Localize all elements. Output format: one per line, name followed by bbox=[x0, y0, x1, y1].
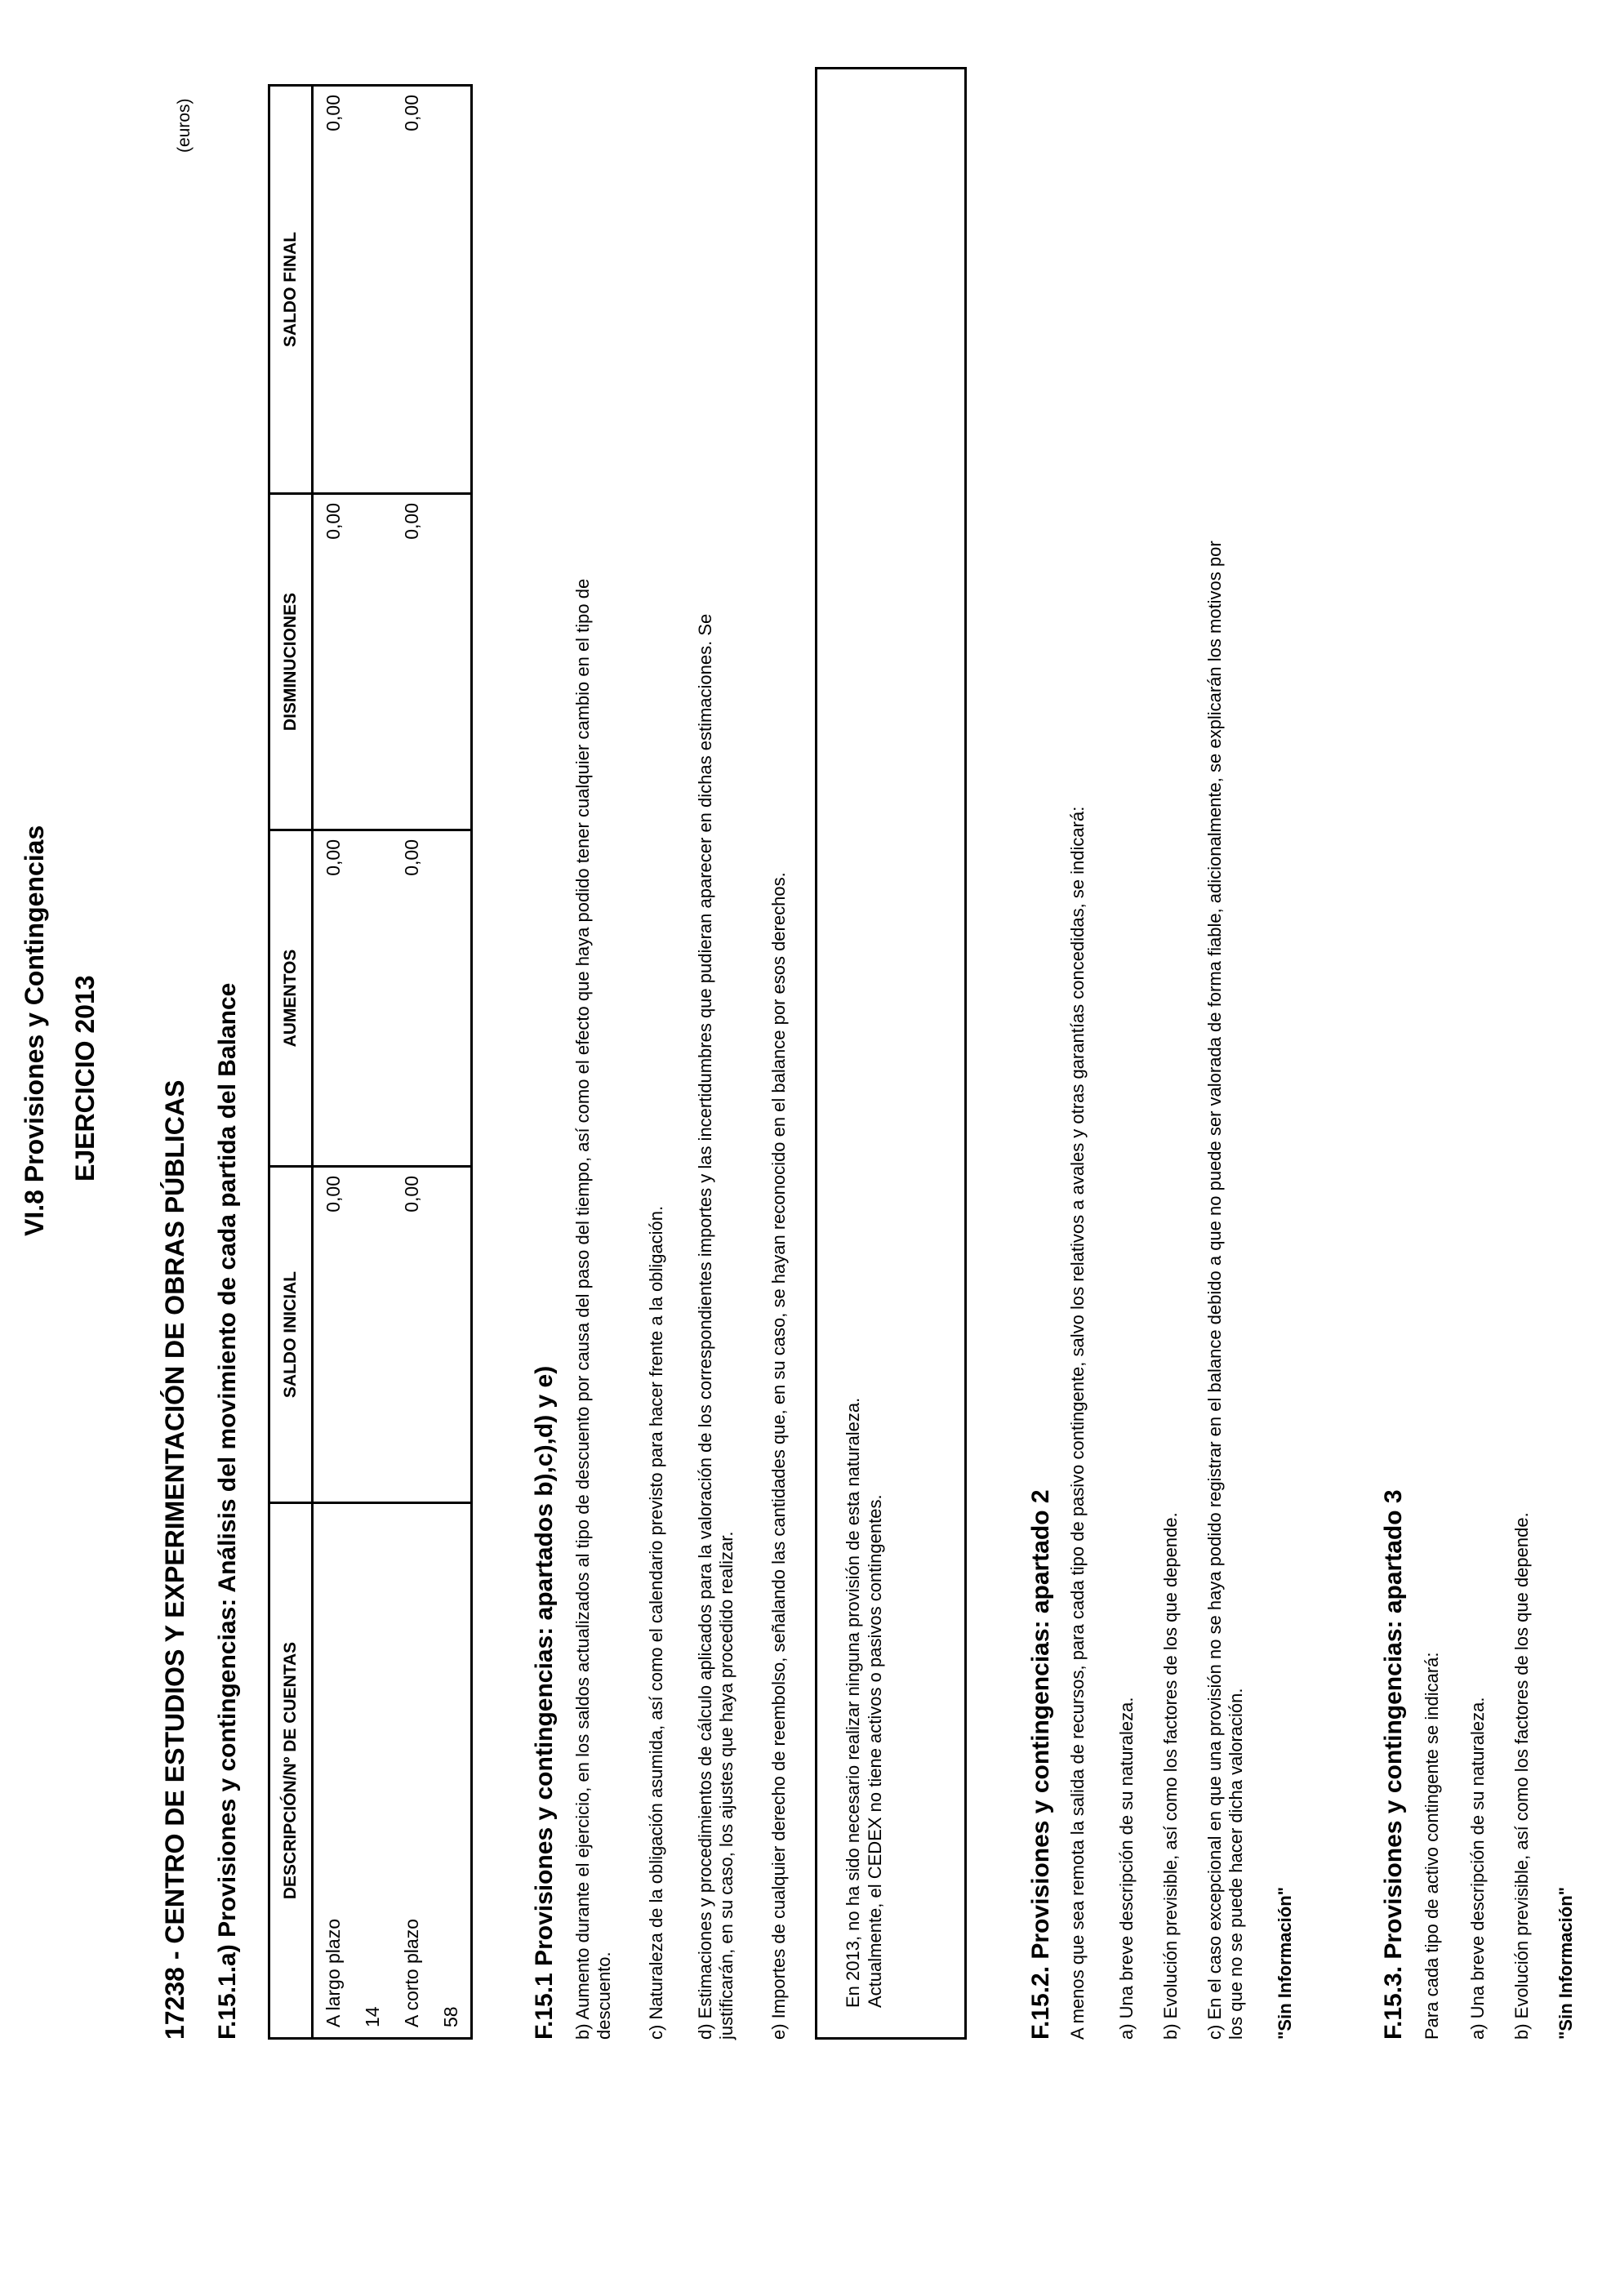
f152-intro: A menos que sea remota la salida de recursos, para cada tipo de pasivo contingente, salvo los relativos a avales y otras garantías concedidas, se indicará: bbox=[1067, 806, 1088, 2040]
f151-c: c) Naturaleza de la obligación asumida, así como el calendario previsto para hacer frente a la obligación. bbox=[646, 1205, 666, 2040]
row-desc: A largo plazo bbox=[313, 1503, 354, 2039]
row-desc: A corto plazo bbox=[392, 1503, 431, 2039]
cell-disminuciones: 0,00 bbox=[313, 494, 354, 830]
f151-e: e) Importes de cualquier derecho de reembolso, señalando las cantidades que, en su caso, se hayan reconocido en el balance por esos derechos. bbox=[768, 872, 789, 2040]
cell-aumentos bbox=[353, 830, 392, 1167]
f151-b-line1: b) Aumento durante el ejercicio, en los saldos actualizados al tipo de descuento por causa del paso del tiempo, así como el efecto que haya podido tener cualquier cambio en el tipo de bbox=[572, 578, 593, 2040]
f152-title: F.15.2. Provisiones y contingencias: apartado 2 bbox=[1027, 1489, 1054, 2040]
units-label: (euros) bbox=[175, 98, 194, 153]
col-header-disminuciones: DISMINUCIONES bbox=[269, 494, 313, 830]
f152-c-line2: los que no se puede hacer dicha valoración. bbox=[1226, 1688, 1246, 2040]
cell-disminuciones bbox=[431, 494, 472, 830]
f153-intro: Para cada tipo de activo contingente se indicará: bbox=[1422, 1652, 1442, 2040]
cell-saldo-final: 0,00 bbox=[313, 86, 354, 494]
row-desc: 14 bbox=[353, 1503, 392, 2039]
table-row bbox=[313, 86, 354, 2039]
cell-disminuciones bbox=[353, 494, 392, 830]
note-box bbox=[815, 67, 967, 2040]
ejercicio-title: EJERCICIO 2013 bbox=[70, 975, 100, 1181]
f152-b: b) Evolución previsible, así como los factores de los que depende. bbox=[1160, 1512, 1181, 2040]
f152-c-line1: c) En el caso excepcional en que una provisión no se haya podido registrar en el balance debido a que no puede ser valorada de forma fiable, adicionalmente, se explicarán los motivos por bbox=[1204, 541, 1225, 2040]
cell-saldo-inicial bbox=[431, 1167, 472, 1503]
cell-saldo-final: 0,00 bbox=[392, 86, 431, 494]
table-header-row bbox=[269, 86, 313, 2039]
table-row bbox=[353, 86, 392, 2039]
f151-d-line2: justificarán, en su caso, los ajustes que haya procedido realizar. bbox=[716, 1531, 737, 2040]
main-title: VI.8 Provisiones y Contingencias bbox=[20, 825, 49, 1236]
f153-b: b) Evolución previsible, así como los factores de los que depende. bbox=[1511, 1512, 1532, 2040]
cell-aumentos: 0,00 bbox=[313, 830, 354, 1167]
note-line2: Actualmente, el CEDEX no tiene activos o pasivos contingentes. bbox=[865, 1494, 885, 2008]
f151-d-line1: d) Estimaciones y procedimientos de cálculo aplicados para la valoración de los correspondientes importes y las incertidumbres que pudieran aparecer en dichas estimaciones. Se bbox=[695, 613, 715, 2040]
col-header-saldo-inicial: SALDO INICIAL bbox=[269, 1167, 313, 1503]
f151-title: F.15.1 Provisiones y contingencias: apartados b),c),d) y e) bbox=[531, 1365, 558, 2040]
note-line1: En 2013, no ha sido necesario realizar ninguna provisión de esta naturaleza. bbox=[843, 1397, 863, 2008]
table-section-title: F.15.1.a) Provisiones y contingencias: Análisis del movimiento de cada partida del Balance bbox=[214, 982, 241, 2040]
col-header-saldo-final: SALDO FINAL bbox=[269, 86, 313, 494]
cell-saldo-final bbox=[431, 86, 472, 494]
cell-saldo-inicial bbox=[353, 1167, 392, 1503]
table-row bbox=[431, 86, 472, 2039]
f153-sin-info: "Sin Información" bbox=[1555, 1886, 1576, 2040]
f152-sin-info: "Sin Información" bbox=[1275, 1886, 1295, 2040]
cell-saldo-inicial: 0,00 bbox=[392, 1167, 431, 1503]
f152-a: a) Una breve descripción de su naturaleza. bbox=[1116, 1697, 1137, 2040]
f153-a: a) Una breve descripción de su naturaleza. bbox=[1467, 1697, 1488, 2040]
cell-aumentos bbox=[431, 830, 472, 1167]
row-desc: 58 bbox=[431, 1503, 472, 2039]
entity-title: 17238 - CENTRO DE ESTUDIOS Y EXPERIMENTACIÓN DE OBRAS PÚBLICAS bbox=[160, 1079, 189, 2040]
col-header-descripcion: DESCRIPCIÓN/Nº DE CUENTAS bbox=[269, 1503, 313, 2039]
col-header-aumentos: AUMENTOS bbox=[269, 830, 313, 1167]
f153-title: F.15.3. Provisiones y contingencias: apartado 3 bbox=[1380, 1489, 1407, 2040]
cell-saldo-final bbox=[353, 86, 392, 494]
cell-aumentos: 0,00 bbox=[392, 830, 431, 1167]
table-row bbox=[392, 86, 431, 2039]
cell-disminuciones: 0,00 bbox=[392, 494, 431, 830]
f151-b-line2: descuento. bbox=[594, 1951, 614, 2040]
provisions-table bbox=[268, 84, 473, 2040]
cell-saldo-inicial: 0,00 bbox=[313, 1167, 354, 1503]
